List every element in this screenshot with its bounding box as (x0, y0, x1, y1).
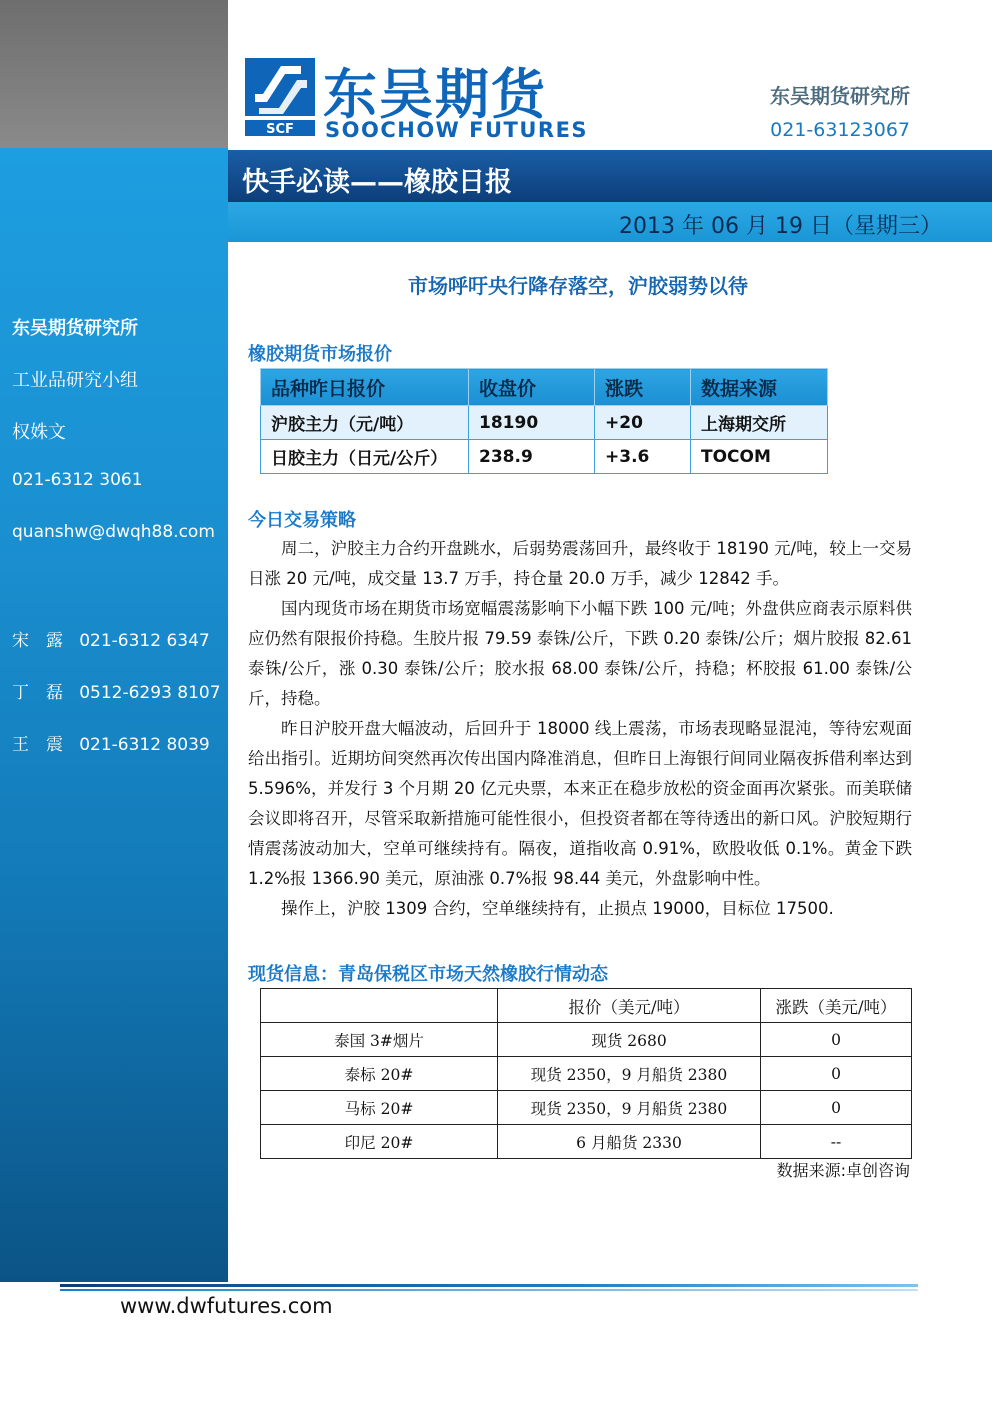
column-header: 品种昨日报价 (261, 369, 469, 406)
table-cell: 0 (761, 1057, 912, 1091)
header-institute: 东吴期货研究所 (770, 84, 910, 108)
table-cell: 0 (761, 1091, 912, 1125)
table-cell: 现货 2350，9 月船货 2380 (498, 1091, 761, 1125)
strategy-paragraph: 周二，沪胶主力合约开盘跳水，后弱势震荡回升，最终收于 18190 元/吨，较上一交易日涨 20 元/吨，成交量 13.7 万手，持仓量 20.0 万手，减少 12842 手。 (248, 539, 912, 588)
strategy-paragraph: 国内现货市场在期货市场宽幅震荡影响下小幅下跌 100 元/吨；外盘供应商表示原料供应仍然有限报价持稳。生胶片报 79.59 泰铢/公斤，下跌 0.20 泰铢/公斤；烟片胶报 82.61 泰铢/公斤，涨 0.30 泰铢/公斤；胶水报 68.00 泰铢/公斤，持稳；杯胶报 61.00 泰铢/公斤，持稳。 (248, 599, 912, 708)
column-header: 数据来源 (691, 369, 828, 406)
table-cell: 泰标 20# (261, 1057, 498, 1091)
table-header-row (261, 989, 912, 1023)
header-contact (770, 80, 910, 141)
scf-logo-icon (245, 58, 315, 138)
table-cell: 6 月船货 2330 (498, 1125, 761, 1159)
contact-phone: 021-6312 6347 (79, 631, 210, 651)
sidebar-email[interactable]: quanshw@dwqh88.com (12, 522, 215, 542)
table-row (261, 440, 828, 474)
footer-divider (60, 1289, 918, 1291)
table-cell: 238.9 (469, 440, 595, 474)
report-date: 2013 年 06 月 19 日（星期三） (619, 214, 942, 239)
table-cell: 印尼 20# (261, 1125, 498, 1159)
spot-table (260, 988, 912, 1159)
contact-name: 宋 露 (12, 631, 63, 651)
header-phone: 021-63123067 (770, 119, 910, 141)
sidebar-phone: 021-6312 3061 (12, 470, 143, 490)
table-row (261, 1057, 912, 1091)
logo-chinese-name: 东吴期货 (323, 63, 547, 126)
market-quote-table (260, 368, 828, 474)
strategy-paragraph: 操作上，沪胶 1309 合约，空单继续持有，止损点 19000，目标位 17500. (281, 899, 834, 918)
company-logo (245, 58, 589, 142)
sidebar-institute: 东吴期货研究所 (12, 318, 138, 339)
table-header-row (261, 369, 828, 406)
sidebar-contact (12, 626, 210, 651)
contact-phone: 021-6312 8039 (79, 735, 210, 755)
contact-phone: 0512-6293 8107 (79, 683, 221, 703)
table-cell: 18190 (469, 406, 595, 440)
contact-name: 王 震 (12, 735, 63, 755)
column-header: 收盘价 (469, 369, 595, 406)
table-row (261, 406, 828, 440)
sidebar-contact (12, 730, 210, 755)
spot-title: 现货信息：青岛保税区市场天然橡胶行情动态 (248, 964, 608, 985)
sidebar-group: 工业品研究小组 (12, 370, 138, 391)
strategy-paragraph: 昨日沪胶开盘大幅波动，后回升于 18000 线上震荡，市场表现略显混沌，等待宏观面给出指引。近期坊间突然再次传出国内降准消息，但昨日上海银行间同业隔夜拆借利率达到 5.596%，并发行 3 个月期 20 亿元央票，本来正在稳步放松的资金面再次紧张。而美联储会议即将召开，尽管采取新措施可能性很小，但投资者都在等待透出的新口风。沪胶短期行情震荡波动加大，空单可继续持有。隔夜，道指收高 0.91%，欧股收低 0.1%。黄金下跌 1.2%报 1366.90 美元，原油涨 0.7%报 98.44 美元，外盘影响中性。 (248, 719, 912, 888)
table-cell: 上海期交所 (691, 406, 828, 440)
market-quote-title: 橡胶期货市场报价 (248, 344, 392, 365)
table-cell: 现货 2680 (498, 1023, 761, 1057)
report-title-bar (228, 150, 992, 202)
column-header: 涨跌（美元/吨） (761, 989, 912, 1023)
table-row (261, 1091, 912, 1125)
table-cell: +20 (595, 406, 691, 440)
logo-english-name: SOOCHOW FUTURES (325, 118, 589, 142)
table-cell: -- (761, 1125, 912, 1159)
logo-mark-text: SCF (266, 122, 294, 137)
strategy-body (248, 534, 912, 924)
table-row (261, 1125, 912, 1159)
table-cell: 沪胶主力（元/吨） (261, 406, 469, 440)
strategy-title: 今日交易策略 (248, 510, 356, 531)
table-row (261, 1023, 912, 1057)
table-cell: 泰国 3#烟片 (261, 1023, 498, 1057)
sidebar-top-panel (0, 0, 228, 148)
table-cell: 马标 20# (261, 1091, 498, 1125)
report-title: 快手必读——橡胶日报 (242, 167, 512, 198)
data-source-note: 数据来源:卓创咨询 (776, 1161, 910, 1180)
report-headline: 市场呼吁央行降存落空，沪胶弱势以待 (408, 274, 748, 298)
table-cell: +3.6 (595, 440, 691, 474)
column-header: 报价（美元/吨） (498, 989, 761, 1023)
table-cell: TOCOM (691, 440, 828, 474)
table-cell: 现货 2350，9 月船货 2380 (498, 1057, 761, 1091)
sidebar-analyst: 权姝文 (12, 422, 66, 443)
table-cell: 日胶主力（日元/公斤） (261, 440, 469, 474)
column-header: 涨跌 (595, 369, 691, 406)
footer-website-link[interactable]: www.dwfutures.com (120, 1294, 333, 1318)
footer-divider (60, 1284, 918, 1287)
report-date-bar (228, 202, 992, 242)
sidebar-contact (12, 678, 221, 703)
table-cell: 0 (761, 1023, 912, 1057)
column-header (261, 989, 498, 1023)
contact-name: 丁 磊 (12, 683, 63, 703)
